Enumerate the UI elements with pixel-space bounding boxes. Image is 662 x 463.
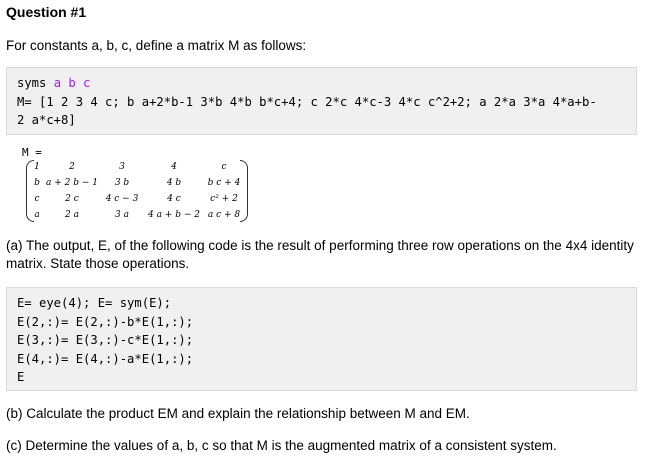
code-line: E(3,:)= E(3,:)-c*E(1,:); (17, 333, 194, 347)
part-a-text: (a) The output, E, of the following code is the result of performing three row operations on the 4x4 identity matrix. State those operations. (6, 238, 634, 271)
code-block-row-operations (6, 287, 637, 391)
matrix-cell: a c + 8 (207, 210, 241, 220)
code-symbol-vars: a b c (53, 76, 91, 90)
part-c-text: (c) Determine the values of a, b, c so that M is the augmented matrix of a consistent system. (6, 438, 557, 453)
intro-text: For constants a, b, c, define a matrix M as follows: (6, 38, 307, 53)
code-line: M= [1 2 3 4 c; b a+2*b-1 3*b 4*b b*c+4; c 2*c 4*c-3 4*c c^2+2; a 2*a 3*a 4*a+b- (17, 94, 597, 109)
matrix-cell: 2 (69, 162, 75, 172)
matrix-cell: 4 c − 3 (105, 194, 139, 204)
matrix-cell: 2 c (65, 194, 79, 204)
matrix-cell: c (34, 194, 40, 204)
matrix-cell: 4 b (166, 178, 182, 188)
part-b-text: (b) Calculate the product EM and explain the relationship between M and EM. (6, 406, 470, 421)
code-line: 2 a*c+8] (17, 113, 76, 127)
question-title: Question #1 (6, 4, 87, 20)
code-block-matrix-definition (6, 67, 637, 135)
matrix-output (26, 160, 248, 222)
code-line: E(4,:)= E(4,:)-a*E(1,:); (17, 351, 194, 366)
matrix-cell: a (34, 210, 40, 220)
matrix-cell: 2 a (65, 210, 79, 220)
matrix-cell: c (221, 162, 227, 172)
matrix-cell: 4 a + b − 2 (148, 210, 200, 220)
matrix-cell: 1 (34, 162, 40, 172)
matrix-cell: a + 2 b − 1 (46, 178, 98, 188)
matrix-cell: 3 (119, 162, 125, 172)
code-keyword: syms (17, 76, 47, 90)
matrix-cell: 3 a (115, 210, 129, 220)
matrix-cell: c² + 2 (210, 194, 238, 204)
matrix-cell: 4 c (167, 194, 181, 204)
matrix-output-label: M = (22, 146, 42, 159)
matrix-cell: 4 (171, 162, 177, 172)
matrix-cell: b (34, 178, 40, 188)
code-line: E(2,:)= E(2,:)-b*E(1,:); (17, 314, 194, 329)
matrix-cell: 3 b (114, 178, 130, 188)
matrix-cell: b c + 4 (207, 178, 241, 188)
code-line: E= eye(4); E= sym(E); (17, 296, 172, 310)
code-line: E (17, 370, 25, 384)
